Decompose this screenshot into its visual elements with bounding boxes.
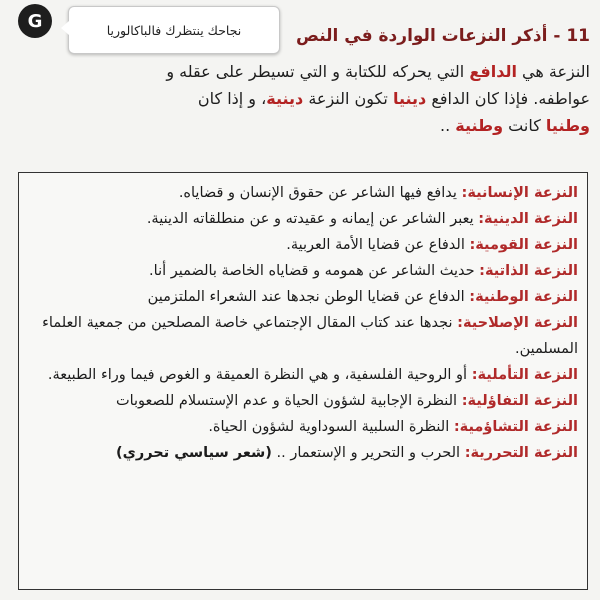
list-item: [28, 180, 578, 206]
tendency-label: النزعة الإصلاحية:: [457, 315, 578, 331]
intro-highlight: دينية: [266, 89, 304, 108]
list-item: [28, 362, 578, 388]
tendency-label: النزعة الإنسانية:: [461, 185, 578, 201]
intro-line-1: [14, 58, 590, 85]
intro-text: ..: [440, 116, 451, 135]
tendency-label: النزعة التشاؤمية:: [453, 419, 578, 435]
tendency-label: النزعة الدينية:: [478, 211, 578, 227]
tendency-label: النزعة القومية:: [469, 237, 578, 253]
app-badge-icon[interactable]: G: [18, 4, 52, 38]
notification-text: نجاحك ينتظرك فالباكالوريا: [106, 22, 242, 38]
intro-highlight: دينيا: [392, 89, 427, 108]
tendency-label: النزعة التأملية:: [471, 367, 578, 383]
intro-text: تكون النزعة: [308, 89, 388, 108]
tendency-note: (شعر سياسي تحرري): [115, 445, 272, 461]
list-item: [28, 414, 578, 440]
intro-text: كانت: [508, 116, 541, 135]
intro-text: النزعة هي: [522, 62, 590, 81]
tendency-label: النزعة الذاتية:: [479, 263, 578, 279]
question-text: - أذكر النزعات الواردة في النص: [296, 26, 561, 46]
intro-highlight: وطنية: [455, 116, 504, 135]
intro-text: التي يحركه للكتابة و التي تسيطر على عقله و: [166, 62, 465, 81]
intro-paragraph: [14, 58, 590, 139]
intro-line-3: [14, 112, 590, 139]
tendency-text: الدفاع عن قضايا الأمة العربية.: [286, 237, 465, 253]
intro-line-2: [14, 85, 590, 112]
tendency-text: الحرب و التحرير و الإستعمار ..: [276, 445, 461, 461]
question-number: 11: [566, 26, 590, 46]
list-item: [28, 284, 578, 310]
intro-highlight: وطنيا: [545, 116, 590, 135]
list-item: [28, 388, 578, 414]
tendency-text: يعبر الشاعر عن إيمانه و عقيدته و عن منطلقاته الدينية.: [146, 211, 474, 227]
question-heading: [296, 26, 590, 46]
tendency-text: يدافع فيها الشاعر عن حقوق الإنسان و قضاياه.: [178, 185, 457, 201]
intro-highlight: الدافع: [469, 62, 517, 81]
tendencies-list: [28, 180, 578, 466]
notification-bubble[interactable]: [68, 6, 280, 54]
tendency-text: النظرة السلبية السوداوية لشؤون الحياة.: [208, 419, 450, 435]
tendency-text: نجدها عند كتاب المقال الإجتماعي خاصة المصلحين من جمعية العلماء المسلمين.: [42, 315, 578, 357]
tendency-text: حديث الشاعر عن همومه و قضاياه الخاصة بالضمير أنا.: [149, 263, 475, 279]
tendency-text: أو الروحية الفلسفية، و هي النظرة العميقة و الغوص فيما وراء الطبيعة.: [47, 367, 468, 383]
bubble-tail: [61, 21, 69, 35]
tendency-text: الدفاع عن قضايا الوطن نجدها عند الشعراء الملتزمين: [147, 289, 465, 305]
intro-text: ، و إذا كان: [197, 89, 267, 108]
tendency-text: النظرة الإجابية لشؤون الحياة و عدم الإستسلام للصعوبات: [115, 393, 458, 409]
tendency-label: النزعة التحررية:: [464, 445, 578, 461]
list-item: [28, 310, 578, 362]
list-item: [28, 232, 578, 258]
list-item: [28, 440, 578, 466]
tendency-label: النزعة التفاؤلية:: [461, 393, 578, 409]
tendency-label: النزعة الوطنية:: [469, 289, 578, 305]
intro-text: عواطفه. فإذا كان الدافع: [431, 89, 590, 108]
list-item: [28, 258, 578, 284]
list-item: [28, 206, 578, 232]
